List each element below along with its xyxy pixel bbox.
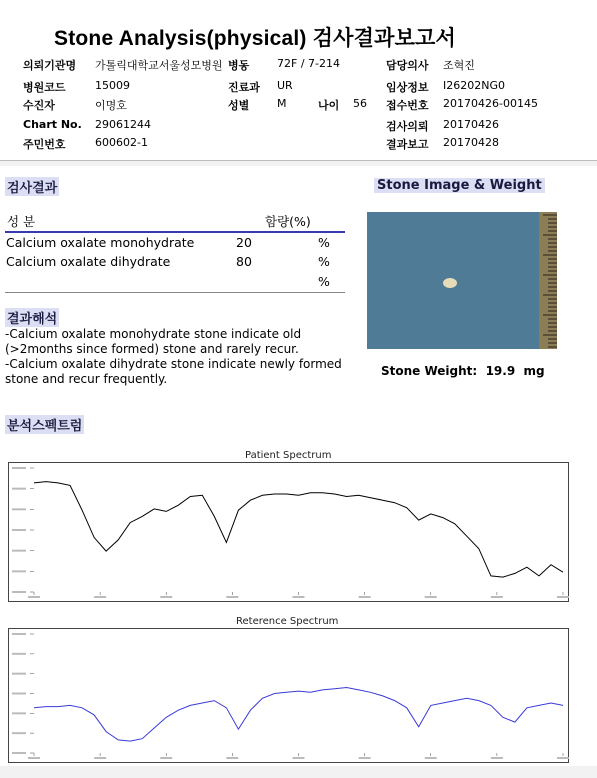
patient-spectrum-chart <box>8 462 570 604</box>
patient-label: 수진자 <box>23 99 55 112</box>
report-date-value: 20170428 <box>443 136 499 149</box>
spectrum-section-title: 분석스펙트럼 <box>5 415 84 434</box>
stone-image-title: Stone Image & Weight <box>374 178 545 193</box>
patient-y-tick-label-mark <box>12 529 26 531</box>
patient-y-tick-label-mark <box>12 591 26 593</box>
result-row-2-value: 80 <box>236 254 252 269</box>
patient-x-tick-label-mark <box>491 596 503 598</box>
result-row-1-value: 20 <box>236 235 252 250</box>
dept-label: 진료과 <box>228 81 260 94</box>
reference-x-tick-label-mark <box>293 757 305 759</box>
report-title: Stone Analysis(physical) 검사결과보고서 <box>54 27 457 50</box>
age-value: 56 <box>353 97 367 110</box>
stone-weight-label: Stone Weight: <box>381 364 478 378</box>
reference-x-tick-label-mark <box>491 757 503 759</box>
reference-x-tick-label-mark <box>226 757 238 759</box>
clinical-label: 임상정보 <box>386 81 429 94</box>
clinical-value: I26202NG0 <box>443 79 505 92</box>
requester-label: 의뢰기관명 <box>23 59 77 72</box>
age-label: 나이 <box>318 99 340 112</box>
patient-spectrum-frame <box>9 463 569 602</box>
report-date-label: 결과보고 <box>386 138 429 151</box>
patient-y-tick-label-mark <box>12 488 26 490</box>
ward-label: 병동 <box>228 59 250 72</box>
result-row-3-unit: % <box>318 274 330 289</box>
component-header: 성 분 <box>7 214 36 229</box>
receipt-value: 20170426-00145 <box>443 97 538 110</box>
interpretation-section-title: 결과해석 <box>5 308 59 327</box>
sex-label: 성별 <box>228 99 250 112</box>
reference-y-tick-label-mark <box>12 653 26 655</box>
request-date-label: 검사의뢰 <box>386 120 429 133</box>
interpretation-line-3: -Calcium oxalate dihydrate stone indicate newly formed <box>5 357 342 371</box>
receipt-label: 접수번호 <box>386 99 429 112</box>
reference-x-tick-label-mark <box>359 757 371 759</box>
patient-x-tick-label-mark <box>425 596 437 598</box>
reference-y-tick-label-mark <box>12 752 26 754</box>
stone-photo <box>367 212 557 349</box>
reference-spectrum-frame <box>9 629 569 763</box>
patient-x-tick-label-mark <box>359 596 371 598</box>
interpretation-line-4: stone and recur frequently. <box>5 372 168 386</box>
ward-value: 72F / 7-214 <box>277 57 340 70</box>
ruler-scale <box>539 212 557 349</box>
header-divider <box>0 160 597 161</box>
patient-value: 이명호 <box>95 99 127 112</box>
amount-header: 함량(%) <box>265 214 311 229</box>
patient-x-tick-label-mark <box>28 596 40 598</box>
interpretation-text <box>5 327 342 387</box>
request-date-value: 20170426 <box>443 118 499 131</box>
reference-y-tick-label-mark <box>12 633 26 635</box>
ruler-ticks <box>539 212 557 349</box>
reference-y-tick-label-mark <box>12 673 26 675</box>
patient-y-tick-label-mark <box>12 550 26 552</box>
patient-spectrum-title: Patient Spectrum <box>245 450 332 461</box>
footer-band <box>0 766 597 778</box>
reference-y-tick-label-mark <box>12 712 26 714</box>
reference-x-tick-label-mark <box>94 757 106 759</box>
patient-x-tick-label-mark <box>226 596 238 598</box>
interpretation-line-1: -Calcium oxalate monohydrate stone indicate old <box>5 327 302 341</box>
interpretation-line-2: (>2months since formed) stone and rarely recur. <box>5 342 299 356</box>
result-row-2-name: Calcium oxalate dihydrate <box>6 254 171 269</box>
result-row-1-name: Calcium oxalate monohydrate <box>6 235 195 250</box>
hospital-code-value: 15009 <box>95 79 130 92</box>
patient-y-tick-label-mark <box>12 467 26 469</box>
doctor-label: 담당의사 <box>386 59 429 72</box>
id-number-label: 주민번호 <box>23 138 66 151</box>
reference-x-tick-label-mark <box>425 757 437 759</box>
sex-value: M <box>277 97 287 110</box>
patient-y-tick-label-mark <box>12 508 26 510</box>
results-section-title: 검사결과 <box>5 177 59 196</box>
reference-y-tick-label-mark <box>12 693 26 695</box>
hospital-code-label: 병원코드 <box>23 81 66 94</box>
id-number-value: 600602-1 <box>95 136 148 149</box>
results-header-rule <box>5 231 345 233</box>
stone-weight-value: 19.9 <box>485 364 516 378</box>
reference-y-tick-label-mark <box>12 732 26 734</box>
stone-weight <box>381 364 545 378</box>
reference-x-tick-label-mark <box>160 757 172 759</box>
stone-weight-unit: mg <box>523 364 545 378</box>
patient-x-tick-label-mark <box>160 596 172 598</box>
dept-value: UR <box>277 79 293 92</box>
requester-value: 가톨릭대학교서울성모병원 <box>95 59 223 72</box>
stone-specimen <box>443 278 457 288</box>
reference-x-tick-label-mark <box>557 757 569 759</box>
patient-x-tick-label-mark <box>557 596 569 598</box>
chart-no-value: 29061244 <box>95 118 151 131</box>
reference-spectrum-title: Reterence Spectrum <box>236 616 339 627</box>
patient-y-tick-label-mark <box>12 570 26 572</box>
reference-spectrum-chart <box>8 628 570 764</box>
patient-x-tick-label-mark <box>293 596 305 598</box>
doctor-value: 조혁진 <box>443 59 475 72</box>
chart-no-label: Chart No. <box>23 118 82 131</box>
result-row-1-unit: % <box>318 235 330 250</box>
reference-x-tick-label-mark <box>28 757 40 759</box>
result-row-2-unit: % <box>318 254 330 269</box>
patient-x-tick-label-mark <box>94 596 106 598</box>
results-bottom-rule <box>5 292 345 293</box>
